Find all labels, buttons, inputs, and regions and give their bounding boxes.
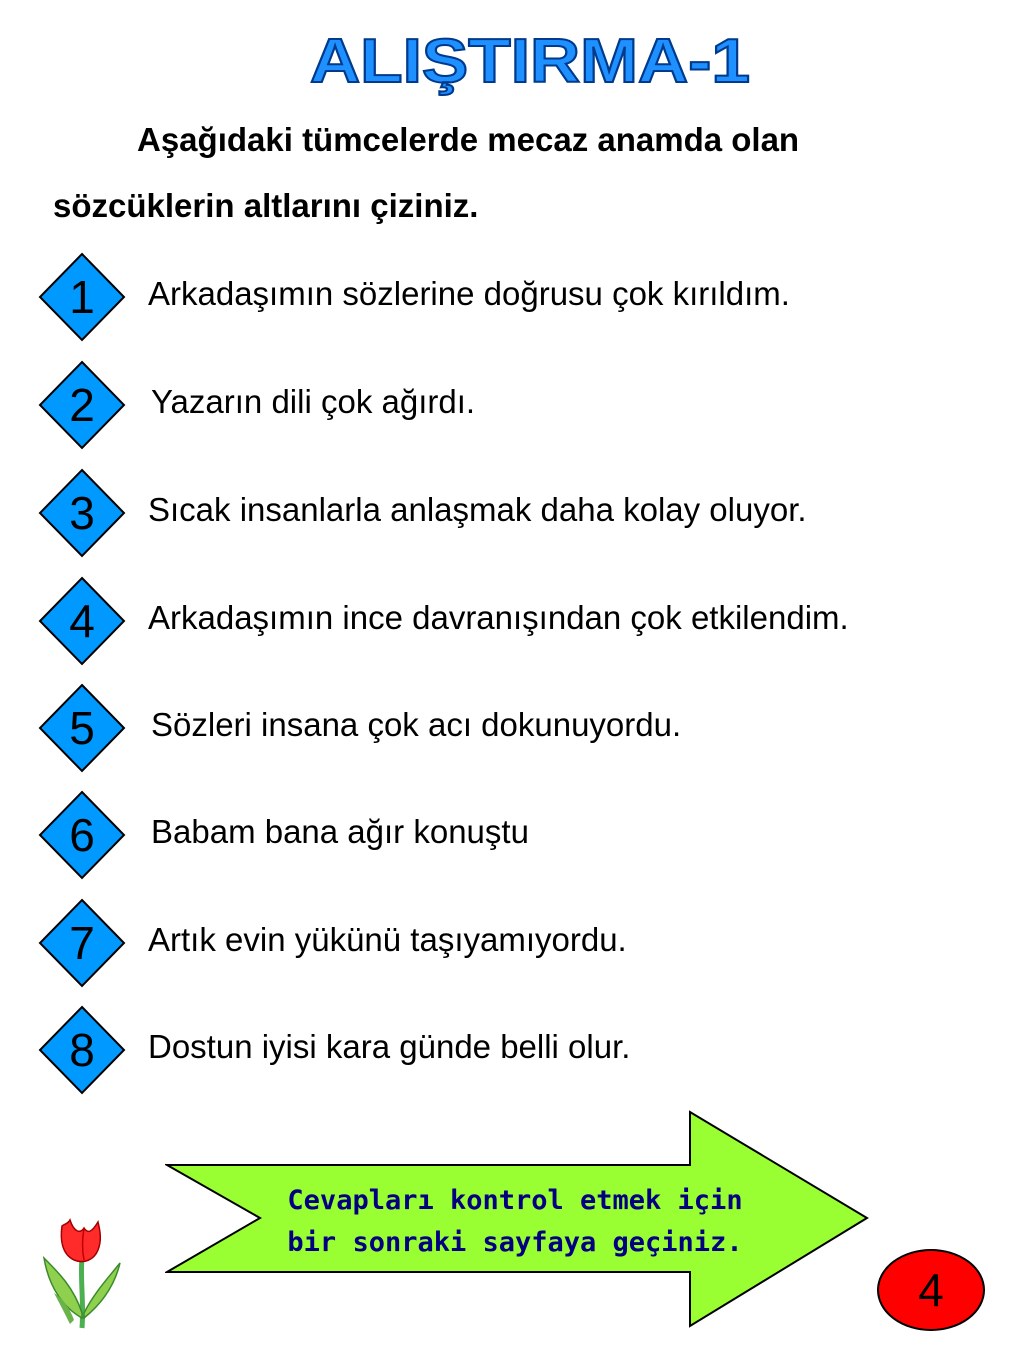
exercise-item <box>38 683 998 773</box>
page-title <box>290 22 770 102</box>
item-number: 2 <box>69 379 95 431</box>
exercise-item <box>38 252 998 342</box>
exercise-item <box>38 790 998 880</box>
item-sentence: Sözleri insana çok acı dokunuyordu. <box>151 706 682 743</box>
instruction-line-2: sözcüklerin altlarını çiziniz. <box>53 187 479 224</box>
item-sentence: Sıcak insanlarla anlaşmak daha kolay oluyor. <box>148 491 807 528</box>
page-number: 4 <box>918 1264 944 1316</box>
item-number: 6 <box>69 809 95 861</box>
arrow-text-line-2: bir sonraki sayfaya geçiniz. <box>287 1227 743 1258</box>
item-sentence: Dostun iyisi kara günde belli olur. <box>148 1028 631 1065</box>
item-sentence: Yazarın dili çok ağırdı. <box>151 383 476 420</box>
exercise-item <box>38 1005 998 1095</box>
item-sentence: Arkadaşımın ince davranışından çok etkilendim. <box>148 599 849 636</box>
title-text: ALIŞTIRMA-1 <box>310 27 750 96</box>
title-wordart <box>290 22 770 102</box>
exercise-item <box>38 360 998 450</box>
item-sentence: Artık evin yükünü taşıyamıyordu. <box>148 921 627 958</box>
item-number: 7 <box>69 917 95 969</box>
instruction-line-1: Aşağıdaki tümcelerde mecaz anamda olan <box>137 121 800 158</box>
item-sentence: Babam bana ağır konuştu <box>151 813 529 850</box>
arrow-text <box>165 1180 865 1264</box>
exercise-item <box>38 898 998 988</box>
exercise-item <box>38 576 998 666</box>
item-sentence: Arkadaşımın sözlerine doğrusu çok kırıldım. <box>148 275 790 312</box>
arrow-text-line-1: Cevapları kontrol etmek için <box>287 1185 743 1216</box>
exercise-item <box>38 468 998 558</box>
item-number: 1 <box>69 271 95 323</box>
page-number-badge <box>876 1248 986 1332</box>
item-number: 3 <box>69 487 95 539</box>
item-number: 4 <box>69 595 95 647</box>
next-page-arrow[interactable] <box>165 1110 870 1330</box>
item-number: 5 <box>69 702 95 754</box>
item-number: 8 <box>69 1024 95 1076</box>
tulip-icon <box>34 1218 134 1330</box>
